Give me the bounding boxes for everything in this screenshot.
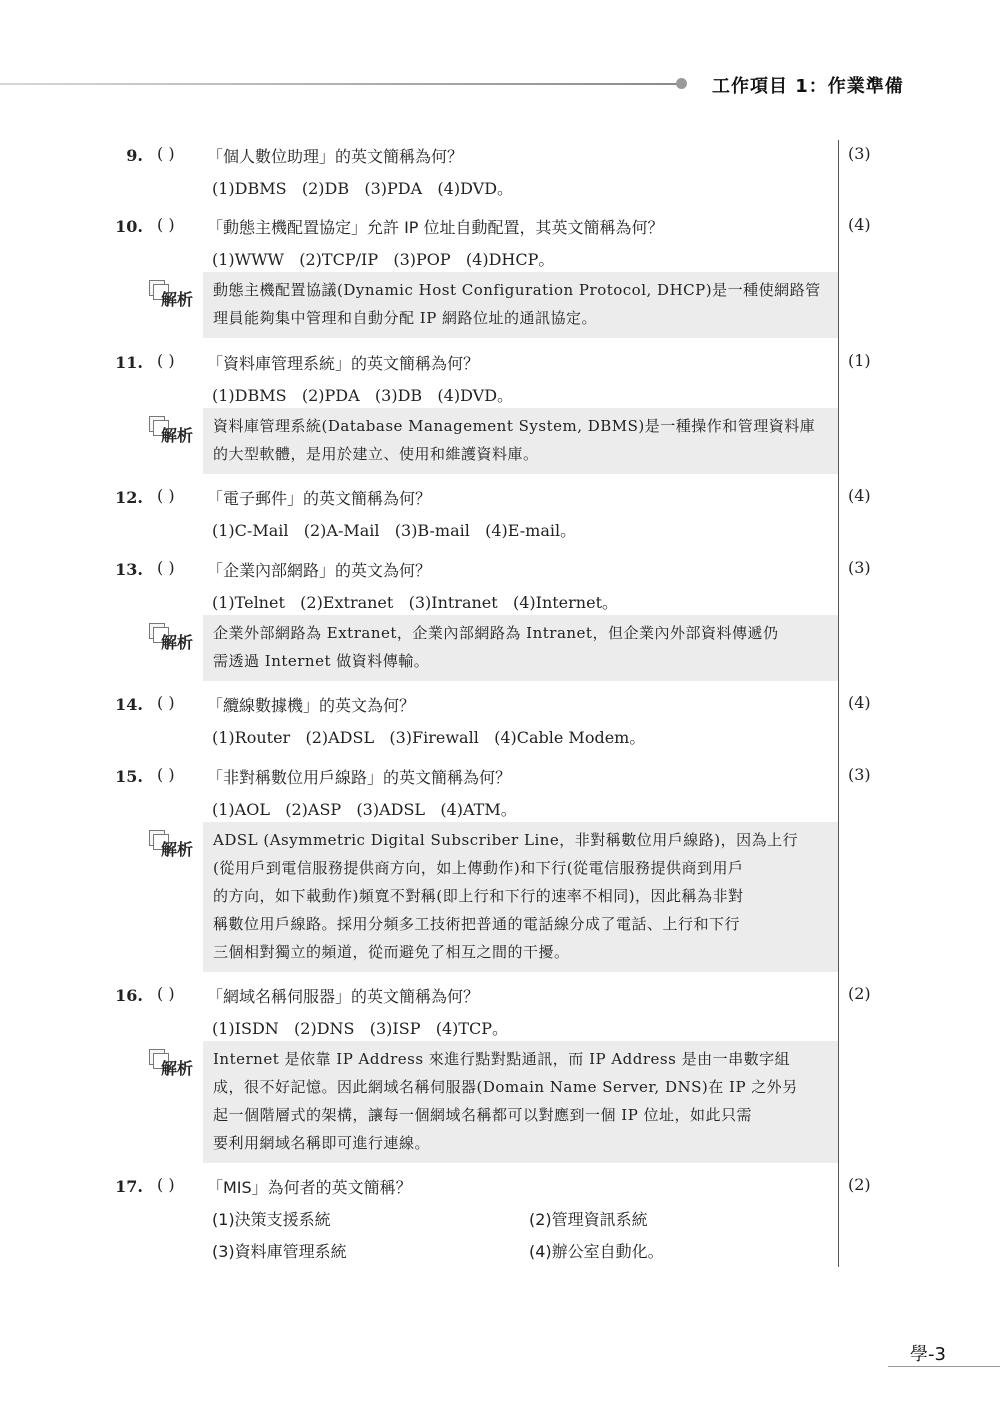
- explanation-label: 解析: [161, 1059, 194, 1078]
- explanation-line: 需透過 Internet 做資料傳輸。: [213, 652, 430, 670]
- correct-answer: (2): [848, 1175, 871, 1194]
- question-row: [0, 349, 1000, 377]
- footer-rule: [888, 1366, 1000, 1367]
- answer-blank: ( ): [157, 351, 175, 370]
- options-line: (1)DBMS (2)PDA (3)DB (4)DVD。: [212, 386, 514, 405]
- explanation-label: 解析: [161, 290, 194, 309]
- explanation-label: 解析: [161, 840, 194, 859]
- explanation-label: 解析: [161, 633, 194, 652]
- answer-blank: ( ): [157, 558, 175, 577]
- question-row: [0, 1173, 1000, 1201]
- correct-answer: (3): [848, 558, 871, 577]
- answer-blank: ( ): [157, 215, 175, 234]
- explanation-box: [203, 272, 838, 338]
- explanation-badge: [149, 416, 195, 446]
- question-row: [0, 556, 1000, 584]
- correct-answer: (3): [848, 144, 871, 163]
- question-text: 「非對稱數位用戶線路」的英文簡稱為何？: [207, 768, 512, 787]
- explanation-badge: [149, 623, 195, 653]
- header-rule: [0, 83, 683, 85]
- question-number: 15.: [115, 767, 143, 786]
- explanation-badge: [149, 830, 195, 860]
- option-item: (1)決策支援系統: [212, 1210, 331, 1229]
- answer-blank: ( ): [157, 984, 175, 1003]
- explanation-text: [213, 412, 828, 468]
- options-line: (1)Router (2)ADSL (3)Firewall (4)Cable Modem。: [212, 728, 646, 747]
- correct-answer: (4): [848, 215, 871, 234]
- explanation-text: [213, 619, 828, 675]
- options-line: (1)AOL (2)ASP (3)ADSL (4)ATM。: [212, 800, 517, 819]
- options-line: (1)C-Mail (2)A-Mail (3)B-mail (4)E-mail。: [212, 521, 577, 540]
- option-item: (4)辦公室自動化。: [529, 1242, 664, 1261]
- question-number: 9.: [126, 146, 143, 165]
- correct-answer: (4): [848, 486, 871, 505]
- explanation-label: 解析: [161, 426, 194, 445]
- question-row: [0, 982, 1000, 1010]
- question-row: [0, 213, 1000, 241]
- answer-blank: ( ): [157, 144, 175, 163]
- correct-answer: (3): [848, 765, 871, 784]
- explanation-badge: [149, 280, 195, 310]
- explanation-line: 資料庫管理系統(Database Management System, DBMS)是一種操作和管理資料庫: [213, 417, 816, 435]
- correct-answer: (2): [848, 984, 871, 1003]
- question-number: 17.: [115, 1177, 143, 1196]
- options-line: (1)DBMS (2)DB (3)PDA (4)DVD。: [212, 179, 514, 198]
- question-number: 16.: [115, 986, 143, 1005]
- explanation-line: 稱數位用戶線路。採用分頻多工技術把普通的電話線分成了電話、上行和下行: [213, 915, 741, 933]
- explanation-line: 企業外部網路為 Extranet，企業內部網路為 Intranet，但企業內外部資料傳遞仍: [213, 624, 779, 642]
- correct-answer: (1): [848, 351, 871, 370]
- page-number: 學-3: [910, 1344, 946, 1365]
- explanation-text: [213, 1045, 828, 1157]
- question-number: 11.: [115, 353, 143, 372]
- question-row: [0, 484, 1000, 512]
- answer-blank: ( ): [157, 486, 175, 505]
- question-number: 12.: [115, 488, 143, 507]
- option-item: (2)管理資訊系統: [529, 1210, 648, 1229]
- question-text: 「電子郵件」的英文簡稱為何？: [207, 489, 432, 508]
- explanation-text: [213, 276, 828, 332]
- explanation-line: ADSL (Asymmetric Digital Subscriber Line，非對稱數位用戶線路)，因為上行: [213, 831, 799, 849]
- explanation-line: 要利用網域名稱即可進行連線。: [213, 1134, 431, 1152]
- explanation-line: Internet 是依靠 IP Address 來進行點對點通訊，而 IP Address 是由一串數字組: [213, 1050, 791, 1068]
- question-text: 「纜線數據機」的英文為何？: [207, 696, 416, 715]
- explanation-line: 理員能夠集中管理和自動分配 IP 網路位址的通訊協定。: [213, 309, 598, 327]
- explanation-box: [203, 408, 838, 474]
- answer-blank: ( ): [157, 765, 175, 784]
- explanation-line: 三個相對獨立的頻道，從而避免了相互之間的干擾。: [213, 943, 570, 961]
- question-number: 14.: [115, 695, 143, 714]
- explanation-line: (從用戶到電信服務提供商方向，如上傳動作)和下行(從電信服務提供商到用戶: [213, 859, 744, 877]
- explanation-line: 成，很不好記憶。因此網域名稱伺服器(Domain Name Server, DNS)在 IP 之外另: [213, 1078, 798, 1096]
- question-text: 「企業內部網路」的英文為何？: [207, 561, 432, 580]
- explanation-line: 動態主機配置協議(Dynamic Host Configuration Protocol, DHCP)是一種使網路管: [213, 281, 821, 299]
- explanation-text: [213, 826, 828, 966]
- explanation-box: [203, 615, 838, 681]
- explanation-box: [203, 1041, 838, 1163]
- options-line: (1)WWW (2)TCP/IP (3)POP (4)DHCP。: [212, 250, 555, 269]
- header-bullet-icon: [676, 78, 687, 89]
- question-text: 「個人數位助理」的英文簡稱為何？: [207, 147, 464, 166]
- explanation-line: 的大型軟體，是用於建立、使用和維護資料庫。: [213, 445, 539, 463]
- question-text: 「網域名稱伺服器」的英文簡稱為何？: [207, 987, 480, 1006]
- explanation-line: 的方向，如下載動作)頻寬不對稱(即上行和下行的速率不相同)，因此稱為非對: [213, 887, 744, 905]
- explanation-box: [203, 822, 838, 972]
- question-number: 13.: [115, 560, 143, 579]
- question-row: [0, 763, 1000, 791]
- question-text: 「動態主機配置協定」允許 IP 位址自動配置，其英文簡稱為何？: [207, 218, 664, 237]
- question-text: 「MIS」為何者的英文簡稱？: [207, 1178, 412, 1197]
- explanation-line: 起一個階層式的架構，讓每一個網域名稱都可以對應到一個 IP 位址，如此只需: [213, 1106, 753, 1124]
- header-title: 工作項目 1：作業準備: [712, 76, 904, 97]
- options-line: (1)Telnet (2)Extranet (3)Intranet (4)Internet。: [212, 593, 618, 612]
- question-row: [0, 142, 1000, 170]
- question-row: [0, 691, 1000, 719]
- option-item: (3)資料庫管理系統: [212, 1242, 347, 1261]
- question-number: 10.: [115, 217, 143, 236]
- explanation-badge: [149, 1049, 195, 1079]
- options-line: (1)ISDN (2)DNS (3)ISP (4)TCP。: [212, 1019, 509, 1038]
- question-text: 「資料庫管理系統」的英文簡稱為何？: [207, 354, 480, 373]
- answer-blank: ( ): [157, 1175, 175, 1194]
- answer-blank: ( ): [157, 693, 175, 712]
- correct-answer: (4): [848, 693, 871, 712]
